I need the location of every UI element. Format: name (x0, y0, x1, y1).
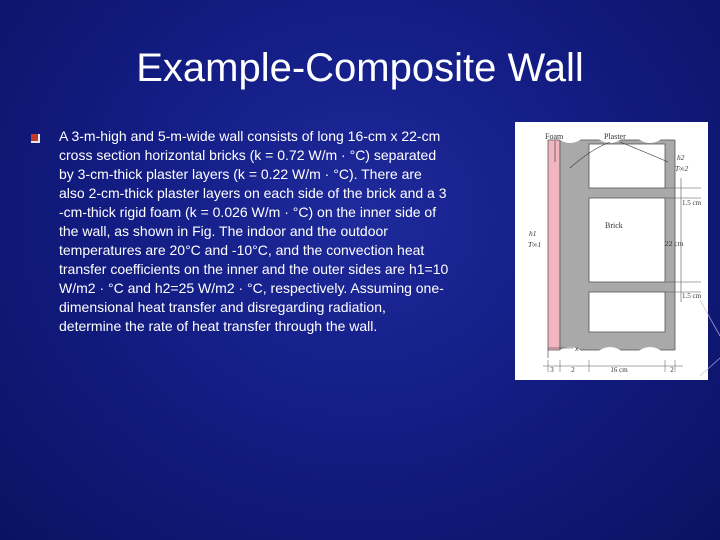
composite-wall-figure (515, 122, 708, 380)
dim-brick-height: 22 cm (665, 239, 684, 248)
brick-label: Brick (605, 221, 623, 230)
bottom-break-line (548, 347, 675, 362)
dim-top-plaster: 1.5 cm (682, 199, 702, 207)
foam-label: Foam (545, 132, 564, 141)
problem-line-4: also 2-cm-thick plaster layers on each side of the brick and a 3 (59, 185, 447, 201)
dim-inner-plaster: 2 (571, 366, 575, 374)
problem-line-2: cross section horizontal bricks (k = 0.72 W/m · °C) separated (59, 147, 437, 163)
problem-statement (59, 127, 509, 336)
dim-outer-plaster: 2 (670, 366, 674, 374)
problem-line-11: determine the rate of heat transfer through the wall. (59, 318, 378, 334)
bullet-marker (31, 134, 40, 143)
t-inf1-label: T∞1 (528, 240, 542, 249)
h2-label: h2 (677, 153, 685, 162)
dim-bottom-plaster: 1.5 cm (682, 292, 702, 300)
h1-label: h1 (529, 229, 537, 238)
t-inf2-label: T∞2 (675, 164, 689, 173)
problem-line-10: dimensional heat transfer and disregarding radiation, (59, 299, 386, 315)
plaster-label: Plaster (604, 132, 626, 141)
foam-layer (548, 140, 560, 350)
problem-line-8: transfer coefficients on the inner and the outer sides are h1=10 (59, 261, 449, 277)
brick-top (589, 144, 665, 188)
problem-line-1: A 3-m-high and 5-m-wide wall consists of long 16-cm x 22-cm (59, 128, 441, 144)
problem-line-7: temperatures are 20°C and -10°C, and the convection heat (59, 242, 425, 258)
x-axis-label: x (575, 344, 579, 353)
slide-title: Example-Composite Wall (136, 46, 584, 90)
brick-middle (589, 198, 665, 282)
dim-foam-thickness: 3 (550, 366, 554, 374)
problem-line-5: -cm-thick rigid foam (k = 0.026 W/m · °C) on the inner side of (59, 204, 437, 220)
dim-brick-width: 16 cm (610, 366, 628, 374)
problem-line-3: by 3-cm-thick plaster layers (k = 0.22 W/m · °C). There are (59, 166, 422, 182)
decorative-lines (700, 300, 720, 380)
composite-wall-diagram (515, 122, 708, 380)
problem-line-9: W/m2 · °C and h2=25 W/m2 · °C, respectively. Assuming one- (59, 280, 444, 296)
problem-line-6: the wall, as shown in Fig. The indoor and the outdoor (59, 223, 388, 239)
brick-bottom (589, 292, 665, 332)
